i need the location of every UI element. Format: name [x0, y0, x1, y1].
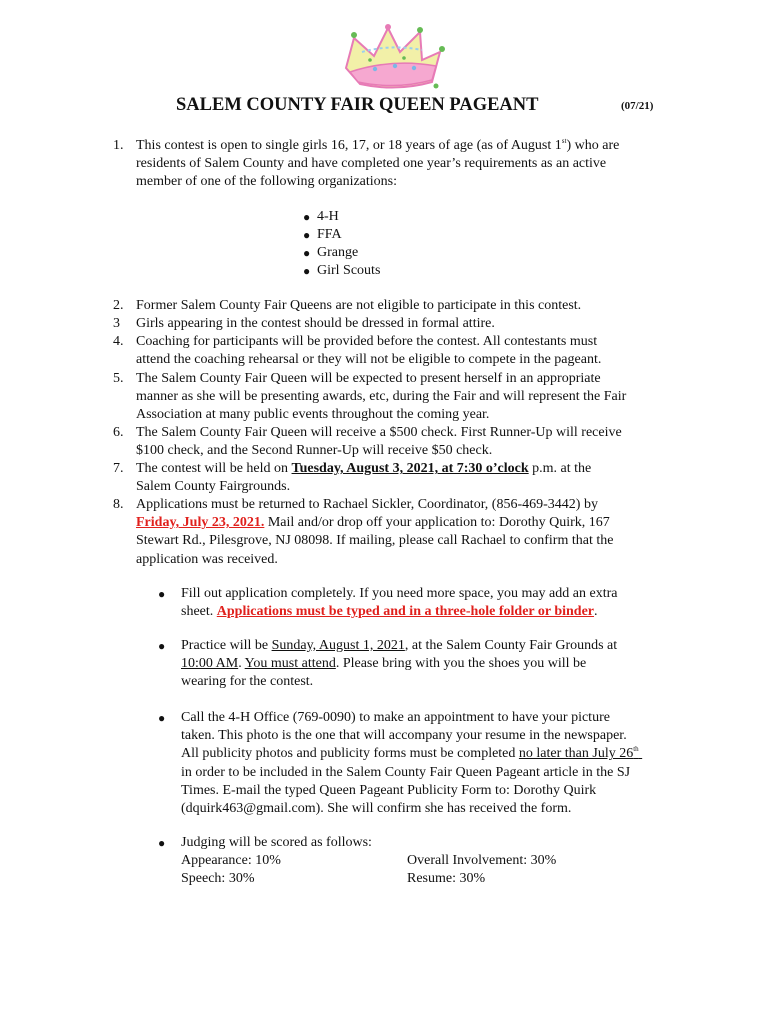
application-deadline: Friday, July 23, 2021. [136, 515, 265, 531]
bullet-icon: ● [158, 587, 166, 601]
item-number-8: 8. [113, 497, 124, 512]
org-item: Grange [317, 245, 359, 260]
contest-date: Tuesday, August 3, 2021, at 7:30 o’clock [291, 461, 529, 476]
bullet-photo: Call the 4-H Office (769-0090) to make an appointment to have your picture taken. This photo is the one that will accompany your resume in the newspaper. All publicity photos and publicity forms must be completed no later than July 26th in order to be included in the Salem County Fair Queen Pageant article in the SJ Times. E-mail the typed Queen Pageant Publicity Form to: Dorothy Quirk (dquirk463@gmail.com). She will confirm she has received the form. [181, 709, 642, 818]
item-5: The Salem County Fair Queen will be expected to present herself in an appropriate manner as she will be presenting awards, etc, during the Fair and will represent the Fair Association at many public events throughout the coming year. [136, 371, 627, 423]
item-1: This contest is open to single girls 16, 17, or 18 years of age (as of August 1st) who are residents of Salem County and have completed one year’s requirements as an active member of one of the following organizations: [136, 137, 620, 190]
bullet-icon: ● [158, 711, 166, 725]
score-appearance: Appearance: 10% [181, 853, 281, 868]
bullet-application: Fill out application completely. If you need more space, you may add an extra sheet. Applications must be typed and in a three-hole folder or binder. [181, 586, 618, 620]
bullet-icon: ● [158, 836, 166, 850]
item-6: The Salem County Fair Queen will receive a $500 check. First Runner-Up will receive $100 check, and the Second Runner-Up will receive $50 check. [136, 425, 622, 459]
score-overall-involvement: Overall Involvement: 30% [407, 853, 557, 868]
item-number-1: 1. [113, 138, 124, 153]
bullet-judging: Judging will be scored as follows: [181, 835, 372, 850]
item-number-3: 3 [113, 316, 120, 331]
bullet-icon: ● [303, 264, 311, 278]
org-item: 4-H [317, 209, 339, 224]
item-number-4: 4. [113, 334, 124, 349]
item-number-5: 5. [113, 371, 124, 386]
org-item: FFA [317, 227, 342, 242]
item-number-6: 6. [113, 425, 124, 440]
crown-icon [340, 22, 452, 94]
score-speech: Speech: 30% [181, 871, 255, 886]
item-8: Applications must be returned to Rachael Sickler, Coordinator, (856-469-3442) by Friday, July 23, 2021. Mail and/or drop off your application to: Dorothy Quirk, 167 Stewart Rd., Pilesgrove, NJ 08098. If mailing, please call Rachael to confirm that the application was received. [136, 497, 614, 567]
page-title: SALEM COUNTY FAIR QUEEN PAGEANT [176, 95, 539, 115]
item-number-2: 2. [113, 298, 124, 313]
score-resume: Resume: 30% [407, 871, 486, 886]
date-code: (07/21) [621, 100, 654, 112]
bullet-practice: Practice will be Sunday, August 1, 2021, at the Salem County Fair Grounds at 10:00 AM. You must attend. Please bring with you the shoes you will be wearing for the contest. [181, 638, 618, 690]
item-3: Girls appearing in the contest should be dressed in formal attire. [136, 316, 495, 331]
org-item: Girl Scouts [317, 263, 381, 278]
bullet-icon: ● [158, 639, 166, 653]
item-number-7: 7. [113, 461, 124, 476]
photo-deadline: no later than July 26th [518, 745, 639, 762]
item-4: Coaching for participants will be provided before the contest. All contestants must attend the coaching rehearsal or they will not be eligible to compete in the pageant. [136, 334, 602, 368]
bullet-icon: ● [303, 210, 311, 224]
application-requirement: Applications must be typed and in a three-hole folder or binder [216, 604, 595, 620]
bullet-icon: ● [303, 246, 311, 260]
bullet-icon: ● [303, 228, 311, 242]
item-2: Former Salem County Fair Queens are not eligible to participate in this contest. [136, 298, 582, 313]
item-7: The contest will be held on Tuesday, August 3, 2021, at 7:30 o’clock p.m. at the Salem County Fairgrounds. [136, 461, 592, 495]
